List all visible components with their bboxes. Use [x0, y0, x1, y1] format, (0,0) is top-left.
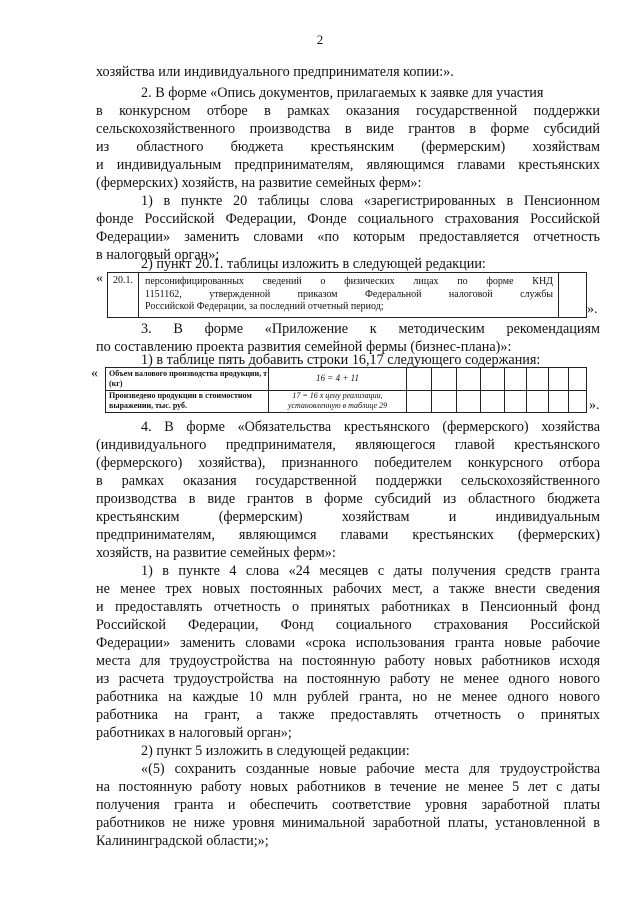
table-item-20-1 — [107, 272, 587, 318]
table-rows-16-17 — [105, 367, 587, 413]
grid-line — [526, 368, 527, 412]
text-line: и предоставлять отчетность о принятых работниках в Пенсионный фонд — [96, 599, 600, 615]
open-quote: « — [96, 271, 103, 286]
text-line: 3. В форме «Приложение к методическим рекомендациям — [141, 321, 600, 337]
table-item-text-line: 1151162, утвержденной приказом Федеральной налоговой службы — [145, 288, 553, 300]
grid-line — [504, 368, 505, 412]
text-line: в налоговый орган»; — [96, 247, 220, 263]
text-line: 4. В форме «Обязательства крестьянского (фермерского) хозяйства — [141, 419, 600, 435]
text-line: по составлению проекта развития семейной фермы (бизнес-плана)»: — [96, 339, 512, 355]
text-line: (фермерского) хозяйства), признанного победителем конкурсного отбора — [96, 455, 600, 471]
table-row — [106, 390, 586, 412]
table-item-text-line: Российской Федерации, за последний отчетный период; — [145, 301, 384, 312]
text-line: получения гранта и обеспечить соответствие уровня заработной платы — [96, 797, 600, 813]
text-line: 2) пункт 5 изложить в следующей редакции: — [141, 743, 410, 759]
text-line: предпринимателям, являющимся главами крестьянских (фермерских) — [96, 527, 600, 543]
table-item-text — [139, 273, 559, 317]
text-line: места для трудоустройства на постоянную работу новых работников исходя — [96, 653, 600, 669]
text-line: фонде Российской Федерации, Фонде социального страхования Российской — [96, 211, 600, 227]
text-line: работника на грант, а также предоставлять отчетность о принятых — [96, 707, 600, 723]
text-line: в конкурсном отборе в рамках оказания государственной поддержки — [96, 103, 600, 119]
text-line: работников не ниже уровня минимальной заработной платы, установленной в — [96, 815, 600, 831]
text-line: работниках в налоговый орган»; — [96, 725, 292, 741]
text-line: 1) в пункте 20 таблицы слова «зарегистрированных в Пенсионном — [141, 193, 600, 209]
text-line: на постоянную работу новых работников в течение не менее 5 лет с даты — [96, 779, 600, 795]
text-line: (фермерских) хозяйств, на развитие семейных ферм»: — [96, 175, 422, 191]
row-17-value: 17 = 16 x цену реализации, установленную в таблице 29 — [269, 390, 407, 412]
open-quote: « — [91, 366, 98, 381]
text-line: крестьянским (фермерским) хозяйствам и индивидуальным — [96, 509, 600, 525]
table-row — [106, 368, 586, 391]
text-line: в рамках оказания государственной поддержки сельскохозяйственного — [96, 473, 600, 489]
text-line: «(5) сохранить созданные новые рабочие места для трудоустройства — [141, 761, 600, 777]
text-line: и индивидуальным предпринимателям, являющимся главами крестьянских — [96, 157, 600, 173]
row-16-label: Объем валового производства продукции, т (кг) — [106, 368, 269, 390]
text-line: из расчета трудоустройства на постоянную работу не менее одного нового — [96, 671, 600, 687]
row-16-value: 16 = 4 + 11 — [269, 368, 407, 390]
table-item-number: 20.1. — [108, 273, 139, 317]
row-17-label: Произведено продукции в стоимостном выражении, тыс. руб. — [106, 390, 269, 412]
table-item-text-line: персонифицированных сведений о физических лицах по форме КНД — [145, 276, 553, 287]
page-number: 2 — [316, 32, 324, 47]
grid-line — [480, 368, 481, 412]
text-line: 1) в таблице пять добавить строки 16,17 следующего содержания: — [141, 352, 541, 368]
grid-line — [568, 368, 569, 412]
grid-line — [548, 368, 549, 412]
text-line: Федерации» заменить словами «по которым предоставляется отчетность — [96, 229, 600, 245]
grid-line — [456, 368, 457, 412]
text-line: (индивидуального предпринимателя, являющегося главой крестьянского — [96, 437, 600, 453]
text-line: Российской Федерации, Фонд социального страхования Российской — [96, 617, 600, 633]
text-line: Калининградской области;»; — [96, 833, 269, 849]
text-line: из областного бюджета крестьянским (фермерским) хозяйствам — [96, 139, 600, 155]
text-line: не менее трех новых постоянных рабочих мест, а также внести сведения — [96, 581, 600, 597]
text-line: 2) пункт 20.1. таблицы изложить в следующей редакции: — [141, 256, 486, 272]
text-line: хозяйств, на развитие семейных ферм»: — [96, 545, 336, 561]
text-line: сельскохозяйственного производства в виде грантов в форме субсидий — [96, 121, 600, 137]
text-line: хозяйства или индивидуального предпринимателя копии:». — [96, 64, 454, 80]
text-line: производства в виде грантов в форме субсидий из областного бюджета — [96, 491, 600, 507]
text-line: 2. В форме «Опись документов, прилагаемых к заявке для участия — [141, 85, 544, 101]
text-line: 1) в пункте 4 слова «24 месяцев с даты получения средств гранта — [141, 563, 600, 579]
text-line: Федерации» заменить словами «срока использования гранта новые рабочие — [96, 635, 600, 651]
grid-line — [431, 368, 432, 412]
close-quote: ». — [589, 398, 600, 413]
text-line: работника на каждые 10 млн рублей гранта, но не менее одного нового — [96, 689, 600, 705]
close-quote: ». — [587, 302, 598, 317]
